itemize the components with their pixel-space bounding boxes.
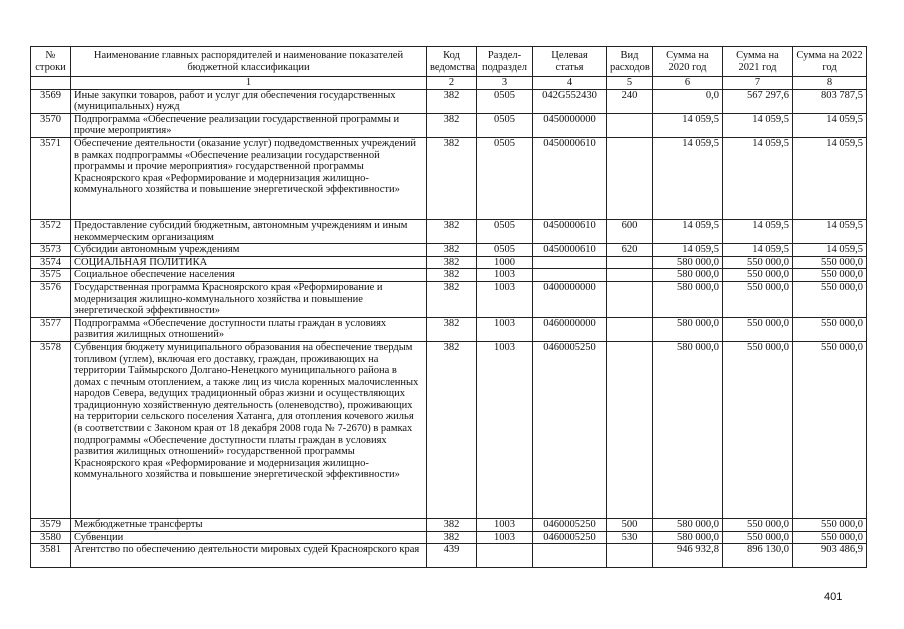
header-sum-2022: Сумма на 2022 год [793,47,867,77]
section-cell: 0505 [477,244,533,257]
header-expense-type: Вид расходов [607,47,653,77]
department-code-cell: 382 [427,317,477,341]
department-code-cell: 382 [427,281,477,317]
row-number-cell: 3572 [31,219,71,243]
sum-2020-cell: 580 000,0 [653,269,723,282]
expense-type-cell [607,256,653,269]
expense-type-cell [607,341,653,518]
row-number-cell: 3579 [31,518,71,531]
index-cell: 3 [477,77,533,90]
budget-table-page [30,46,866,568]
department-code-cell: 382 [427,113,477,137]
row-name-cell: СОЦИАЛЬНАЯ ПОЛИТИКА [71,256,427,269]
header-name: Наименование главных распорядителей и наименование показателей бюджетной классификации [71,47,427,77]
department-code-cell: 382 [427,269,477,282]
table-row [31,317,867,341]
sum-2020-cell: 580 000,0 [653,317,723,341]
section-cell: 0505 [477,137,533,219]
sum-2020-cell: 946 932,8 [653,544,723,568]
index-cell: 4 [533,77,607,90]
sum-2022-cell: 14 059,5 [793,137,867,219]
table-row [31,137,867,219]
row-number-cell: 3574 [31,256,71,269]
header-sum-2021: Сумма на 2021 год [723,47,793,77]
table-row [31,89,867,113]
expense-type-cell: 530 [607,531,653,544]
expense-type-cell: 500 [607,518,653,531]
row-number-cell: 3573 [31,244,71,257]
sum-2021-cell: 550 000,0 [723,269,793,282]
target-article-cell: 0450000610 [533,219,607,243]
expense-type-cell [607,317,653,341]
sum-2020-cell: 580 000,0 [653,518,723,531]
sum-2020-cell: 0,0 [653,89,723,113]
section-cell: 0505 [477,113,533,137]
table-row [31,531,867,544]
target-article-cell [533,269,607,282]
section-cell: 1003 [477,269,533,282]
row-number-cell: 3581 [31,544,71,568]
header-sum-2020: Сумма на 2020 год [653,47,723,77]
sum-2020-cell: 580 000,0 [653,531,723,544]
sum-2022-cell: 550 000,0 [793,531,867,544]
sum-2022-cell: 14 059,5 [793,113,867,137]
sum-2022-cell: 550 000,0 [793,317,867,341]
section-cell: 1003 [477,518,533,531]
department-code-cell: 382 [427,531,477,544]
expense-type-cell [607,137,653,219]
sum-2022-cell: 550 000,0 [793,341,867,518]
header-row-number: № строки [31,47,71,77]
department-code-cell: 382 [427,341,477,518]
table-row [31,341,867,518]
section-cell: 0505 [477,89,533,113]
department-code-cell: 439 [427,544,477,568]
sum-2021-cell: 550 000,0 [723,317,793,341]
row-name-cell: Подпрограмма «Обеспечение реализации государственной программы и прочие мероприятия» [71,113,427,137]
expense-type-cell: 620 [607,244,653,257]
row-number-cell: 3580 [31,531,71,544]
sum-2020-cell: 14 059,5 [653,137,723,219]
sum-2021-cell: 14 059,5 [723,244,793,257]
index-cell: 2 [427,77,477,90]
sum-2021-cell: 896 130,0 [723,544,793,568]
page-number: 401 [824,591,843,603]
sum-2021-cell: 14 059,5 [723,113,793,137]
table-row [31,244,867,257]
sum-2022-cell: 550 000,0 [793,256,867,269]
target-article-cell [533,544,607,568]
sum-2021-cell: 550 000,0 [723,281,793,317]
section-cell: 1003 [477,317,533,341]
row-name-cell: Подпрограмма «Обеспечение доступности платы граждан в условиях развития жилищных отношений» [71,317,427,341]
table-row [31,113,867,137]
row-name-cell: Субсидии автономным учреждениям [71,244,427,257]
department-code-cell: 382 [427,89,477,113]
target-article-cell: 0400000000 [533,281,607,317]
expense-type-cell [607,281,653,317]
row-name-cell: Субвенция бюджету муниципального образования на обеспечение твердым топливом (углем), включая его доставку, граждан, проживающих на территории Таймырского Долгано-Ненецкого муниципального района в домах с печным отоплением, а также лиц из числа коренных малочисленных народов Севера, ведущих традиционный образ жизни и осуществляющих традиционную хозяйственную деятельность (оленеводство), проживающих на территории сельского поселения Хатанга, для отопления кочевого жилья (в соответствии с Законом края от 18 декабря 2008 года № 7-2670) в рамках подпрограммы «Обеспечение доступности платы граждан в условиях развития жилищных отношений» государственной программы Красноярского края «Реформирование и модернизация жилищно-коммунального хозяйства и повышение энергетической эффективности» [71,341,427,518]
sum-2022-cell: 14 059,5 [793,244,867,257]
table-row [31,518,867,531]
section-cell: 1003 [477,341,533,518]
target-article-cell: 0460005250 [533,531,607,544]
sum-2022-cell: 803 787,5 [793,89,867,113]
sum-2020-cell: 14 059,5 [653,219,723,243]
target-article-cell: 0460005250 [533,518,607,531]
department-code-cell: 382 [427,137,477,219]
column-index-row [31,77,867,90]
sum-2022-cell: 550 000,0 [793,518,867,531]
department-code-cell: 382 [427,256,477,269]
expense-type-cell [607,544,653,568]
index-cell: 1 [71,77,427,90]
section-cell: 1000 [477,256,533,269]
row-name-cell: Субвенции [71,531,427,544]
table-header-row [31,47,867,77]
section-cell [477,544,533,568]
sum-2021-cell: 550 000,0 [723,518,793,531]
sum-2021-cell: 14 059,5 [723,219,793,243]
row-name-cell: Агентство по обеспечению деятельности мировых судей Красноярского края [71,544,427,568]
budget-table [30,46,867,568]
row-number-cell: 3570 [31,113,71,137]
sum-2020-cell: 580 000,0 [653,256,723,269]
row-name-cell: Обеспечение деятельности (оказание услуг) подведомственных учреждений в рамках подпрограммы «Обеспечение реализации государственной программы и прочие мероприятия» государственной программы Красноярского края «Реформирование и модернизация жилищно-коммунального хозяйства и повышение энергетической эффективности» [71,137,427,219]
section-cell: 1003 [477,281,533,317]
index-cell: 8 [793,77,867,90]
target-article-cell: 0450000610 [533,244,607,257]
row-number-cell: 3578 [31,341,71,518]
table-row [31,256,867,269]
index-cell: 6 [653,77,723,90]
sum-2022-cell: 903 486,9 [793,544,867,568]
header-section: Раздел-подраздел [477,47,533,77]
row-number-cell: 3571 [31,137,71,219]
sum-2021-cell: 14 059,5 [723,137,793,219]
expense-type-cell [607,269,653,282]
sum-2020-cell: 14 059,5 [653,244,723,257]
row-name-cell: Социальное обеспечение населения [71,269,427,282]
index-cell: 7 [723,77,793,90]
expense-type-cell: 240 [607,89,653,113]
table-row [31,281,867,317]
row-number-cell: 3576 [31,281,71,317]
department-code-cell: 382 [427,244,477,257]
row-number-cell: 3569 [31,89,71,113]
row-name-cell: Государственная программа Красноярского края «Реформирование и модернизация жилищно-коммунального хозяйства и повышение энергетической эффективности» [71,281,427,317]
index-cell [31,77,71,90]
sum-2022-cell: 14 059,5 [793,219,867,243]
department-code-cell: 382 [427,219,477,243]
row-name-cell: Иные закупки товаров, работ и услуг для обеспечения государственных (муниципальных) нужд [71,89,427,113]
department-code-cell: 382 [427,518,477,531]
row-number-cell: 3577 [31,317,71,341]
sum-2020-cell: 580 000,0 [653,341,723,518]
target-article-cell [533,256,607,269]
target-article-cell: 0450000610 [533,137,607,219]
target-article-cell: 0450000000 [533,113,607,137]
sum-2022-cell: 550 000,0 [793,281,867,317]
sum-2022-cell: 550 000,0 [793,269,867,282]
table-row [31,219,867,243]
section-cell: 0505 [477,219,533,243]
row-name-cell: Предоставление субсидий бюджетным, автономным учреждениям и иным некоммерческим организациям [71,219,427,243]
sum-2021-cell: 567 297,6 [723,89,793,113]
target-article-cell: 042G552430 [533,89,607,113]
index-cell: 5 [607,77,653,90]
sum-2021-cell: 550 000,0 [723,341,793,518]
sum-2021-cell: 550 000,0 [723,531,793,544]
row-name-cell: Межбюджетные трансферты [71,518,427,531]
target-article-cell: 0460005250 [533,341,607,518]
table-row [31,269,867,282]
sum-2020-cell: 580 000,0 [653,281,723,317]
target-article-cell: 0460000000 [533,317,607,341]
table-row [31,544,867,568]
expense-type-cell: 600 [607,219,653,243]
row-number-cell: 3575 [31,269,71,282]
section-cell: 1003 [477,531,533,544]
header-target-article: Целевая статья [533,47,607,77]
header-department-code: Код ведомства [427,47,477,77]
expense-type-cell [607,113,653,137]
sum-2020-cell: 14 059,5 [653,113,723,137]
sum-2021-cell: 550 000,0 [723,256,793,269]
